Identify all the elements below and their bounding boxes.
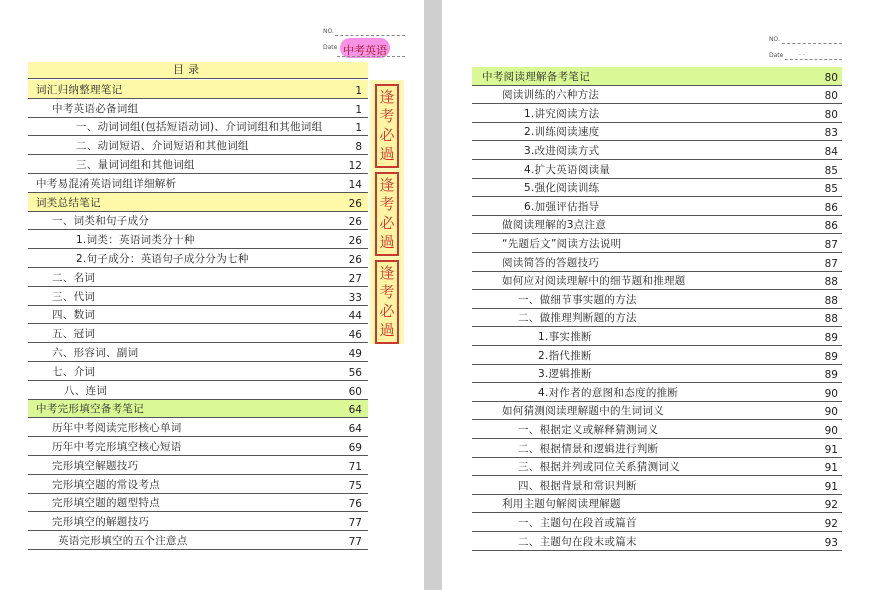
toc-entry-row [28,268,368,287]
toc-entry-title: 中考易混淆英语词组详细解析 [36,177,177,190]
toc-entry-row [28,531,368,550]
toc-entry-row [472,346,842,365]
toc-entry-title: 2.指代推断 [538,349,592,362]
toc-entry-page: 1 [355,103,362,116]
toc-entry-page: 88 [824,294,838,307]
toc-entry-row [472,179,842,198]
toc-entry-row [472,532,842,551]
toc-entry-row [472,104,842,123]
toc-entry-row [472,86,842,105]
toc-entry-title: 1.词类：英语词类分十种 [76,234,195,247]
toc-entry-page: 92 [824,517,838,530]
toc-entry-row [28,437,368,456]
toc-entry-title: 三、代词 [52,290,96,303]
toc-entry-page: 60 [348,385,362,398]
toc-entry-row [472,365,842,384]
toc-entry-page: 90 [824,387,838,400]
toc-entry-page: 87 [824,257,838,270]
no-label: NO. [323,28,334,35]
stamp-text: 逢考必過 [379,264,395,339]
toc-entry-page: 71 [348,460,362,473]
toc-entry-page: 77 [348,517,362,530]
toc-entry-title: 1.事实推断 [538,330,592,343]
toc-entry-title: 1.讲究阅读方法 [524,107,600,120]
toc-entry-page: 26 [348,197,362,210]
toc-entry-row [28,155,368,174]
toc-entry-row [28,80,368,99]
date-value: 中考英语 [343,44,387,57]
toc-entry-row [28,324,368,343]
toc-entry-title: 七、介词 [52,365,96,378]
toc-entry-page: 80 [824,71,838,84]
toc-entry-title: 中考英语必备词组 [52,102,139,115]
toc-entry-row [28,174,368,193]
toc-entry-title: 3.改进阅读方式 [524,144,600,157]
toc-entry-page: 85 [824,183,838,196]
toc-entry-page: 89 [824,350,838,363]
toc-entry-title: 完形填空的解题技巧 [52,516,150,529]
toc-entry-row [28,230,368,249]
toc-entry-page: 83 [824,127,838,140]
toc-entry-page: 89 [824,331,838,344]
toc-entry-row [472,141,842,160]
toc-entry-page: 33 [348,291,362,304]
date-line [337,56,405,57]
toc-entry-row [472,234,842,253]
toc-entry-page: 80 [824,108,838,121]
toc-entry-page: 64 [348,423,362,436]
toc-entry-page: 12 [348,159,362,172]
left-notebook-page [0,0,424,590]
toc-entry-title: 二、根据情景和逻辑进行判断 [518,442,659,455]
toc-entry-title: 历年中考完形填空核心短语 [52,440,182,453]
toc-entry-page: 64 [348,404,362,417]
toc-entry-title: 中考阅读理解备考笔记 [482,70,590,83]
toc-title: 目 录 [173,63,200,76]
toc-entry-row [28,118,368,137]
toc-entry-page: 91 [824,480,838,493]
toc-entry-page: 26 [348,253,362,266]
toc-entry-page: 1 [355,122,362,135]
toc-entry-row [28,362,368,381]
stamp-seal [375,260,399,344]
date-label: Date [769,52,784,59]
toc-entry-page: 86 [824,220,838,233]
toc-entry-page: 56 [348,366,362,379]
toc-entry-title: 八、连词 [64,384,108,397]
date-line [785,59,842,60]
toc-entry-page: 80 [824,90,838,103]
toc-entry-page: 92 [824,499,838,512]
toc-entry-page: 26 [348,235,362,248]
toc-entry-title: 2.训练阅读速度 [524,126,600,139]
stamp-seal [375,172,399,256]
toc-entry-row [472,402,842,421]
toc-entry-title: 一、根据定义或解释猜测词义 [518,423,659,436]
toc-entry-page: 86 [824,201,838,214]
no-line [782,43,842,44]
toc-entry-row [28,456,368,475]
toc-entry-row [28,400,368,419]
toc-entry-row [472,253,842,272]
toc-entry-row [28,418,368,437]
no-line [335,35,405,36]
toc-entry-title: 阅读训练的六种方法 [502,89,600,102]
toc-entry-page: 84 [824,145,838,158]
toc-entry-title: 四、数词 [52,309,96,322]
toc-entry-row [472,458,842,477]
toc-entry-row [472,197,842,216]
toc-entry-row [28,494,368,513]
toc-entry-row [28,343,368,362]
toc-entry-row [472,439,842,458]
toc-entry-title: 一、做细节事实题的方法 [518,293,637,306]
toc-entry-row [472,67,842,86]
toc-entry-page: 87 [824,238,838,251]
toc-entry-row [472,290,842,309]
toc-entry-page: 88 [824,313,838,326]
toc-entry-page: 46 [348,329,362,342]
toc-entry-title: 4.对作者的意图和态度的推断 [538,386,679,399]
toc-entry-title: 六、形容词、副词 [52,346,139,359]
toc-entry-title: 二、动词短语、介词短语和其他词组 [76,140,249,153]
toc-entry-title: 词类总结笔记 [36,196,101,209]
toc-entry-row [472,383,842,402]
toc-entry-page: 14 [348,178,362,191]
toc-entry-title: 三、根据并列或同位关系猜测词义 [518,461,680,474]
toc-entry-row [28,99,368,118]
toc-entry-title: 一、词类和句子成分 [52,215,150,228]
toc-entry-page: 93 [824,536,838,549]
toc-entry-page: 89 [824,369,838,382]
toc-entry-page: 49 [348,347,362,360]
toc-entry-page: 91 [824,462,838,475]
toc-entry-row [28,475,368,494]
no-label: NO. [769,36,780,43]
toc-entry-title: 5.强化阅读训练 [524,182,600,195]
toc-entry-title: 2.句子成分：英语句子成分分为七种 [76,252,249,265]
toc-entry-page: 90 [824,406,838,419]
toc-entry-title: 利用主题句解阅读理解题 [502,498,621,511]
toc-entry-row [472,123,842,142]
toc-entry-title: 如何猜测阅读理解题中的生词词义 [502,405,664,418]
toc-entry-row [28,193,368,212]
toc-entry-page: 77 [348,535,362,548]
toc-entry-row [28,249,368,268]
toc-entry-page: 91 [824,443,838,456]
toc-entry-row [28,306,368,325]
toc-entry-row [472,513,842,532]
page-gutter [424,0,442,590]
toc-entry-row [472,309,842,328]
toc-entry-title: 英语完形填空的五个注意点 [58,534,188,547]
toc-entry-title: 阅读简答的答题技巧 [502,256,600,269]
toc-entry-row [28,512,368,531]
stamp-seal [375,84,399,168]
toc-entry-row [28,136,368,155]
toc-entry-page: 1 [355,84,362,97]
toc-entry-row [472,476,842,495]
toc-entry-title: 一、主题句在段首或篇首 [518,516,637,529]
toc-entry-row [472,327,842,346]
toc-entry-page: 27 [348,272,362,285]
toc-entry-row [472,420,842,439]
right-notebook-page [442,0,869,590]
toc-entry-page: 69 [348,441,362,454]
date-dots: · · [799,52,805,59]
toc-entry-page: 75 [348,479,362,492]
toc-entry-title: 四、根据背景和常识判断 [518,479,637,492]
toc-entry-title: 词汇归纳整理笔记 [36,83,123,96]
toc-entry-row [28,287,368,306]
date-label: Date [323,44,338,51]
toc-entry-page: 90 [824,424,838,437]
toc-entry-row [472,160,842,179]
toc-entry-page: 44 [348,310,362,323]
stamp-text: 逢考必過 [379,176,395,251]
toc-entry-title: 历年中考阅读完形核心单词 [52,422,182,435]
toc-entry-title: 二、名词 [52,271,96,284]
toc-entry-title: 一、动词词组(包括短语动词)、介词词组和其他词组 [76,121,323,134]
toc-entry-page: 85 [824,164,838,177]
toc-entry-page: 8 [355,141,362,154]
toc-entry-title: 完形填空题的常设考点 [52,478,160,491]
toc-entry-title: 五、冠词 [52,328,96,341]
toc-entry-title: 中考完形填空备考笔记 [36,403,144,416]
toc-entry-title: 3.逻辑推断 [538,368,592,381]
toc-entry-row [472,272,842,291]
toc-entry-title: 二、主题句在段末或篇末 [518,535,637,548]
toc-entry-title: 完形填空题的题型特点 [52,497,160,510]
toc-entry-title: “先题后文”阅读方法说明 [502,237,622,250]
toc-entry-page: 76 [348,498,362,511]
toc-title-row [28,62,368,79]
toc-entry-title: 4.扩大英语阅读量 [524,163,611,176]
toc-entry-row [472,216,842,235]
toc-entry-title: 完形填空解题技巧 [52,459,139,472]
stamp-text: 逢考必過 [379,88,395,163]
toc-entry-page: 26 [348,216,362,229]
toc-entry-title: 做阅读理解的3点注意 [502,219,607,232]
toc-entry-row [28,212,368,231]
toc-entry-title: 二、做推理判断题的方法 [518,312,637,325]
toc-entry-row [28,381,368,400]
toc-entry-title: 如何应对阅读理解中的细节题和推理题 [502,275,686,288]
toc-entry-title: 6.加强评估指导 [524,200,600,213]
toc-entry-row [472,495,842,514]
toc-entry-page: 88 [824,276,838,289]
toc-entry-title: 三、量词词组和其他词组 [76,158,195,171]
